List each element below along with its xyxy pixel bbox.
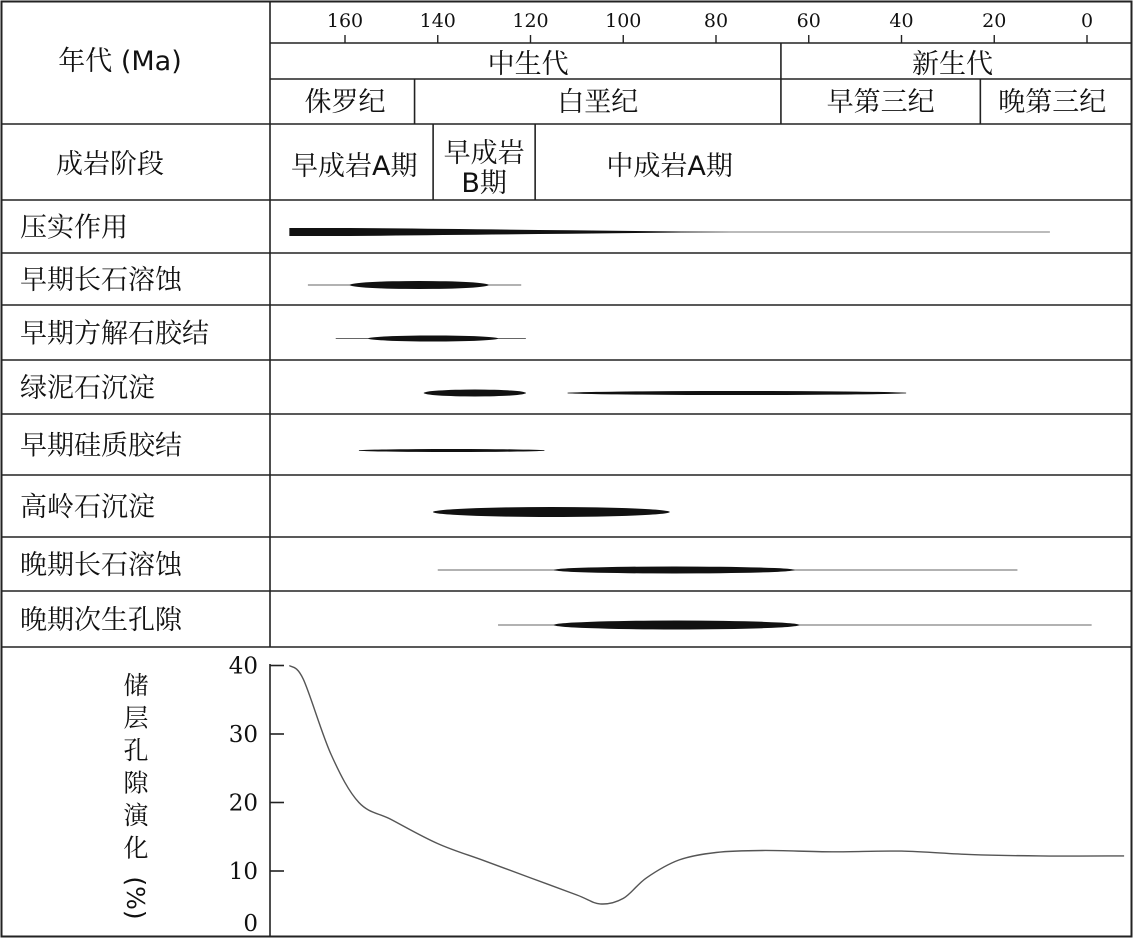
stage-label: 早成岩A期	[291, 151, 418, 182]
process-row	[20, 373, 906, 404]
porosity-curve	[289, 666, 1124, 905]
porosity-y-tick-label: 20	[228, 790, 258, 817]
period-label: 白垩纪	[557, 87, 639, 118]
process-intensity-lens	[554, 621, 800, 630]
stage-label: B期	[461, 168, 507, 199]
stage-label: 中成岩A期	[606, 151, 733, 182]
age-tick-label: 80	[703, 10, 729, 32]
age-tick-label: 160	[326, 10, 364, 32]
process-label: 绿泥石沉淀	[20, 373, 155, 404]
period-label: 早第三纪	[826, 87, 935, 118]
porosity-ylabel-char: 层	[123, 703, 149, 733]
porosity-ylabel-char: 隙	[123, 768, 149, 798]
porosity-ylabel-char: 孔	[123, 736, 149, 765]
stage-row	[291, 124, 733, 200]
outer-frame	[2, 2, 1132, 937]
process-label: 压实作用	[20, 212, 128, 244]
porosity-y-tick-label: 30	[228, 722, 258, 748]
process-row	[20, 605, 1092, 636]
process-intensity-wedge	[289, 228, 730, 236]
porosity-y-tick-label: 0	[243, 911, 258, 937]
process-row	[20, 550, 1017, 581]
age-tick-label: 40	[889, 10, 914, 32]
process-label: 早期硅质胶结	[20, 430, 182, 462]
age-header: 年代 (Ma)	[58, 46, 182, 77]
porosity-y-tick-label: 10	[228, 859, 258, 885]
period-label: 侏罗纪	[304, 87, 386, 118]
stage-label: 早成岩	[443, 138, 525, 169]
porosity-ylabel-unit: (%)	[121, 876, 150, 920]
process-intensity-lens	[424, 390, 526, 397]
process-label: 早期方解石胶结	[20, 318, 209, 350]
age-tick-label: 140	[419, 10, 456, 32]
process-intensity-lens	[359, 449, 544, 452]
process-row	[20, 213, 1050, 244]
porosity-ylabel	[123, 671, 150, 863]
process-row	[20, 492, 670, 523]
porosity-ylabel-char: 演	[123, 801, 149, 830]
process-row	[20, 431, 544, 462]
era-label: 中生代	[487, 49, 569, 80]
process-intensity-lens	[368, 336, 498, 342]
process-intensity-lens	[568, 391, 907, 395]
age-tick-label: 60	[796, 10, 821, 32]
stage-header: 成岩阶段	[56, 149, 164, 180]
age-tick-label: 20	[982, 10, 1007, 32]
porosity-y-tick-label: 40	[228, 653, 258, 680]
process-label: 晚期长石溶蚀	[20, 550, 182, 581]
process-row	[20, 319, 526, 350]
process-intensity-lens	[433, 507, 670, 517]
age-tick-label: 100	[605, 10, 642, 32]
age-tick-label: 120	[512, 10, 549, 32]
process-intensity-lens	[554, 567, 795, 574]
process-intensity-lens	[350, 281, 489, 289]
process-label: 早期长石溶蚀	[20, 265, 182, 296]
period-row	[305, 79, 1107, 124]
age-axis	[327, 10, 1093, 43]
porosity-ylabel-char: 化	[123, 833, 149, 863]
age-tick-label: 0	[1080, 10, 1094, 32]
porosity-panel	[121, 654, 1124, 938]
process-label: 高岭石沉淀	[20, 492, 155, 523]
era-label: 新生代	[912, 49, 994, 80]
porosity-ylabel-char: 储	[123, 671, 149, 700]
process-rows	[20, 213, 1092, 637]
process-label: 晚期次生孔隙	[20, 605, 182, 636]
period-label: 晚第三纪	[998, 87, 1107, 118]
porosity-y-ticks	[229, 654, 284, 938]
